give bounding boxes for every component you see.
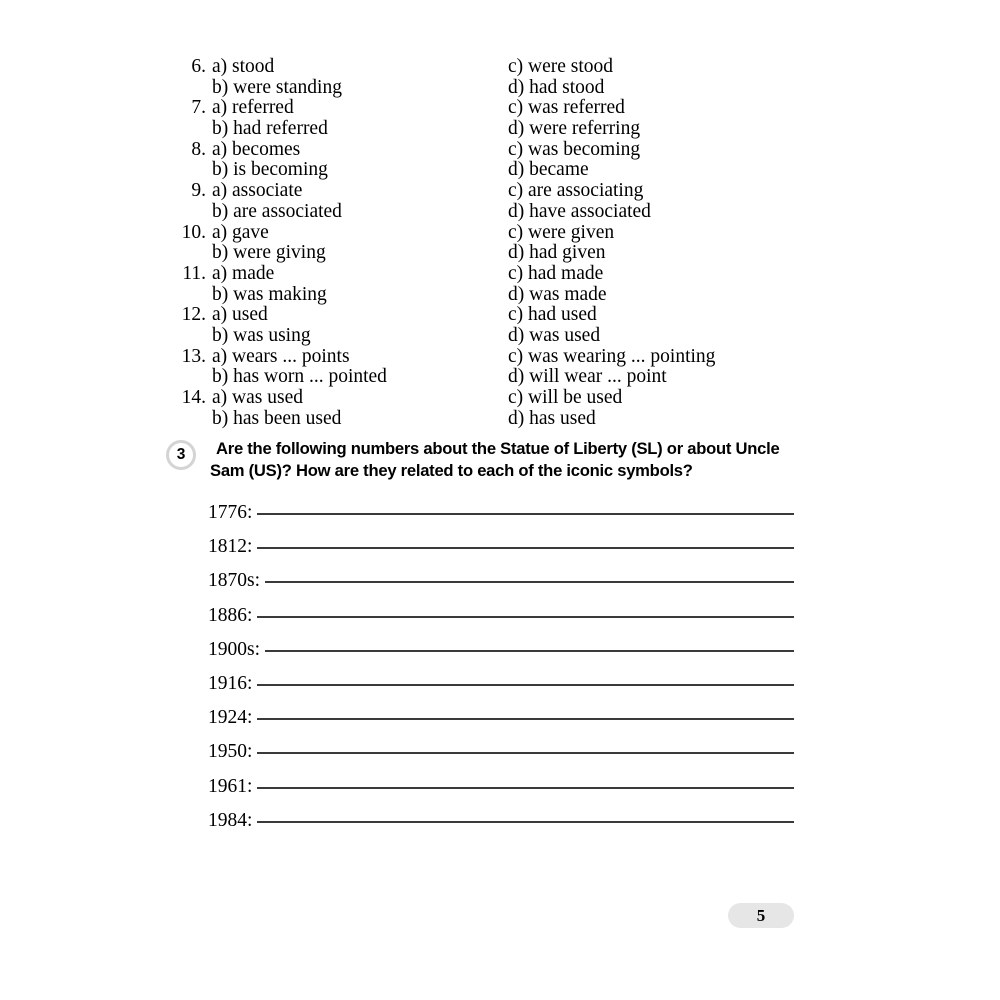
multiple-choice-row xyxy=(0,367,1000,388)
year-label: 1900s: xyxy=(208,638,261,660)
question-number: 13. xyxy=(181,345,206,367)
multiple-choice-row xyxy=(0,388,1000,409)
answer-write-in-line[interactable] xyxy=(257,821,794,823)
option-right: d) was made xyxy=(508,283,607,305)
option-left: b) has been used xyxy=(212,407,342,429)
option-left: a) becomes xyxy=(212,138,301,160)
multiple-choice-row xyxy=(0,285,1000,306)
year-answer-row xyxy=(208,536,794,570)
option-left: b) was making xyxy=(212,283,327,305)
option-right: d) had stood xyxy=(508,76,605,98)
option-right: c) was becoming xyxy=(508,138,641,160)
option-right: d) were referring xyxy=(508,118,641,140)
multiple-choice-row xyxy=(0,223,1000,244)
multiple-choice-row xyxy=(0,305,1000,326)
year-answer-row xyxy=(208,673,794,707)
option-right: d) became xyxy=(508,159,589,181)
multiple-choice-row xyxy=(0,57,1000,78)
option-left: a) was used xyxy=(212,387,303,408)
question-number: 10. xyxy=(181,221,206,243)
multiple-choice-row xyxy=(0,409,1000,430)
year-label: 1812: xyxy=(208,536,253,558)
year-answer-row xyxy=(208,707,794,741)
answer-write-in-line[interactable] xyxy=(257,787,794,789)
year-answer-row xyxy=(208,810,794,844)
option-left: a) wears ... points xyxy=(212,345,350,367)
multiple-choice-row xyxy=(0,160,1000,181)
multiple-choice-options-list xyxy=(0,57,1000,429)
year-answer-row xyxy=(208,605,794,639)
answer-write-in-line[interactable] xyxy=(257,547,794,549)
option-right: d) have associated xyxy=(508,200,651,222)
option-left: b) had referred xyxy=(212,118,328,140)
multiple-choice-row xyxy=(0,326,1000,347)
multiple-choice-row xyxy=(0,78,1000,99)
question-number: 12. xyxy=(181,304,206,326)
option-right: d) was used xyxy=(508,324,601,346)
question-number: 7. xyxy=(191,97,206,119)
year-label: 1961: xyxy=(208,775,253,797)
option-left: a) used xyxy=(212,304,268,326)
year-label: 1886: xyxy=(208,604,253,626)
year-answer-rows xyxy=(208,502,794,844)
answer-write-in-line[interactable] xyxy=(257,684,794,686)
option-right: d) had given xyxy=(508,242,606,264)
multiple-choice-row xyxy=(0,202,1000,223)
year-label: 1916: xyxy=(208,672,253,694)
multiple-choice-row xyxy=(0,347,1000,368)
option-right: c) had used xyxy=(508,304,597,326)
answer-write-in-line[interactable] xyxy=(257,513,794,515)
option-right: d) has used xyxy=(508,407,596,429)
option-left: b) has worn ... pointed xyxy=(212,366,387,388)
option-right: d) will wear ... point xyxy=(508,366,667,388)
option-right: c) was referred xyxy=(508,97,625,119)
year-label: 1984: xyxy=(208,809,253,831)
option-left: a) gave xyxy=(212,221,269,243)
year-label: 1870s: xyxy=(208,570,261,592)
option-left: a) referred xyxy=(212,97,294,119)
multiple-choice-row xyxy=(0,140,1000,161)
answer-write-in-line[interactable] xyxy=(257,616,794,618)
question-number: 9. xyxy=(191,180,206,202)
option-left: b) were giving xyxy=(212,242,326,264)
answer-write-in-line[interactable] xyxy=(265,650,794,652)
option-right: c) was wearing ... pointing xyxy=(508,345,716,367)
option-right: c) were stood xyxy=(508,56,614,77)
exercise-3-block xyxy=(166,438,806,482)
answer-write-in-line[interactable] xyxy=(265,581,794,583)
multiple-choice-row xyxy=(0,264,1000,285)
option-right: c) will be used xyxy=(508,387,623,408)
answer-write-in-line[interactable] xyxy=(257,718,794,720)
page-number-badge: 5 xyxy=(728,903,794,928)
question-number: 11. xyxy=(182,262,206,284)
option-left: b) was using xyxy=(212,324,311,346)
option-left: a) stood xyxy=(212,56,275,77)
multiple-choice-row xyxy=(0,119,1000,140)
year-answer-row xyxy=(208,502,794,536)
option-left: b) were standing xyxy=(212,76,342,98)
option-left: b) is becoming xyxy=(212,159,328,181)
question-number: 6. xyxy=(191,56,206,77)
year-label: 1924: xyxy=(208,707,253,729)
option-right: c) were given xyxy=(508,221,615,243)
year-label: 1950: xyxy=(208,741,253,763)
answer-write-in-line[interactable] xyxy=(257,752,794,754)
exercise-number-badge: 3 xyxy=(166,440,196,470)
question-number: 14. xyxy=(181,387,206,408)
year-answer-row xyxy=(208,776,794,810)
option-left: a) made xyxy=(212,262,275,284)
year-answer-row xyxy=(208,741,794,775)
option-left: a) associate xyxy=(212,180,303,202)
question-number: 8. xyxy=(191,138,206,160)
exercise-instruction-text: Are the following numbers about the Statue of Liberty (SL) or about Uncle Sam (US)? How are they related to each of the iconic symbols? xyxy=(210,439,780,480)
option-right: c) are associating xyxy=(508,180,644,202)
multiple-choice-row xyxy=(0,98,1000,119)
multiple-choice-row xyxy=(0,181,1000,202)
year-answer-row xyxy=(208,639,794,673)
option-right: c) had made xyxy=(508,262,604,284)
option-left: b) are associated xyxy=(212,200,342,222)
multiple-choice-row xyxy=(0,243,1000,264)
year-label: 1776: xyxy=(208,502,253,523)
year-answer-row xyxy=(208,570,794,604)
